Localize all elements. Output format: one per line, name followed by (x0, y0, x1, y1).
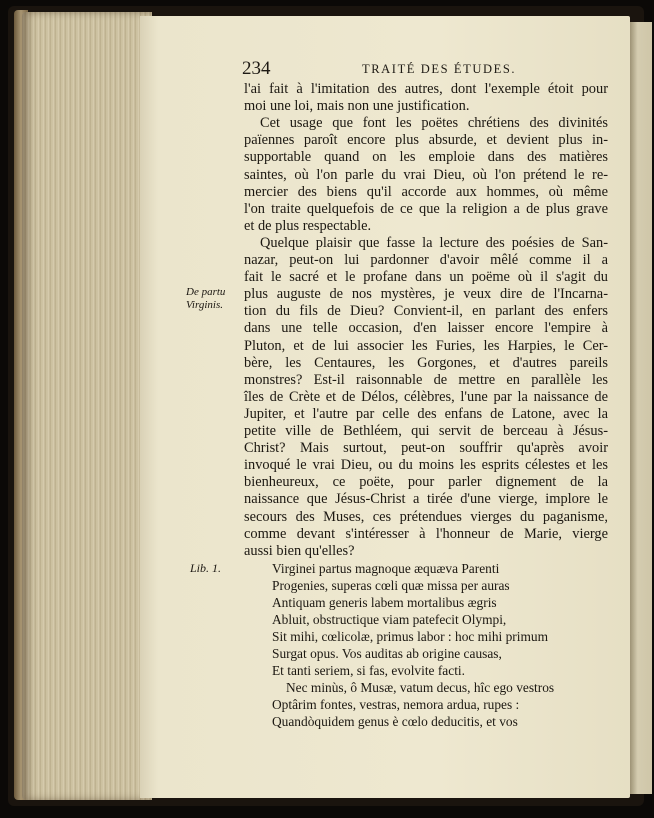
body-line: païennes paroît encore plus absurde, et devient plus in- (244, 132, 608, 149)
verse-line: Quandòquidem genus è cœlo deducitis, et vos (272, 714, 518, 729)
body-line: l'ai fait à l'imitation des autres, dont l'exemple étoit pour (244, 81, 608, 97)
body-line: plus auguste de nos mystères, je veux dire de l'Incarna- (244, 286, 608, 303)
body-line: moi une loi, mais non une justification. (244, 98, 470, 115)
body-line: invoqué le vrai Dieu, ou du moins les esprits célestes et les (244, 457, 608, 474)
page-stack-edges (22, 12, 152, 800)
running-title: TRAITÉ DES ÉTUDES. (362, 62, 517, 76)
body-line: Christ? Mais surtout, peut-on souffrir qu'après avoir (244, 440, 608, 457)
facing-page-edge (628, 22, 652, 794)
verse-line: Surgat opus. Vos auditas ab origine causas, (272, 646, 502, 661)
verse-line: Progenies, superas cœli quæ missa per auras (272, 578, 510, 593)
body-line: Cet usage que font les poëtes chrétiens des divinités (260, 115, 608, 132)
margin-note-line: De partu (186, 286, 226, 299)
body-line: aussi bien qu'elles? (244, 542, 355, 559)
body-line: Quelque plaisir que fasse la lecture des poésies de San- (260, 234, 608, 251)
verse-line: Et tanti seriem, si fas, evolvite facti. (272, 663, 465, 678)
verse-line: Nec minùs, ô Musæ, vatum decus, hîc ego vestros (286, 680, 555, 695)
margin-note-lib: Lib. 1. (190, 561, 222, 575)
page-header (242, 58, 608, 80)
body-line: tion du fils de Dieu? Convient-il, en parlant des enfers (244, 303, 608, 320)
body-line: dans une telle occasion, d'en laisser encore l'empire à (244, 320, 608, 337)
body-line: supportable quand on les emploie dans des matières (244, 149, 608, 166)
body-line: fait le sacré et le profane dans un poëme où il s'agit du (244, 269, 608, 286)
body-line: nazar, peut-on lui pardonner d'avoir mêlé comme il a (244, 252, 608, 268)
body-line: secours des Muses, ces prétendues vierges du paganisme, (244, 508, 608, 525)
margin-note-de-partu (186, 286, 225, 312)
verse-line: Optârim fontes, vestras, nemora ardua, rupes : (272, 697, 520, 712)
body-line: bienheureux, ce poëte, pour parler dignement de la (244, 474, 608, 491)
body-line: et de plus respectable. (244, 217, 372, 234)
body-line: naissance que Jésus-Christ a tirée d'une vierge, implore le (244, 491, 608, 508)
verse-line: Antiquam generis labem mortalibus ægris (272, 595, 497, 610)
body-line: Jupiter, et l'autre par celle des enfans de Latone, avec la (244, 405, 608, 422)
body-line: Pluton, et de lui associer les Furies, les Harpies, le Cer- (244, 337, 608, 354)
verse-line: Virginei partus magnoque æquæva Parenti (272, 561, 500, 576)
body-line: comme devant s'intéresser à l'honneur de Marie, vierge (244, 525, 608, 542)
body-line: saintes, où l'on parle du vrai Dieu, où l'on prétend le re- (244, 166, 608, 183)
page-number: 234 (242, 58, 271, 79)
body-line: petite ville de Bethléem, qui servit de berceau à Jésus- (244, 423, 608, 439)
verse-line: Abluit, obstructique viam patefecit Olympi, (272, 612, 507, 627)
body-line: îles de Crète et de Délos, célèbres, l'une par la naissance de (244, 388, 608, 405)
body-line: bère, les Centaures, les Gorgones, et d'autres pareils (244, 354, 608, 371)
body-line: monstres? Est-il raisonnable de mettre en parallèle les (244, 371, 608, 388)
body-line: l'on traite quelquefois de ce que la religion a de plus grave (244, 200, 608, 217)
verse-line: Sit mihi, cœlicolæ, primus labor : hoc mihi primum (272, 629, 548, 644)
body-line: mercier des biens qu'il accorde aux hommes, où même (244, 183, 608, 200)
margin-note-line: Virginis. (186, 299, 223, 312)
